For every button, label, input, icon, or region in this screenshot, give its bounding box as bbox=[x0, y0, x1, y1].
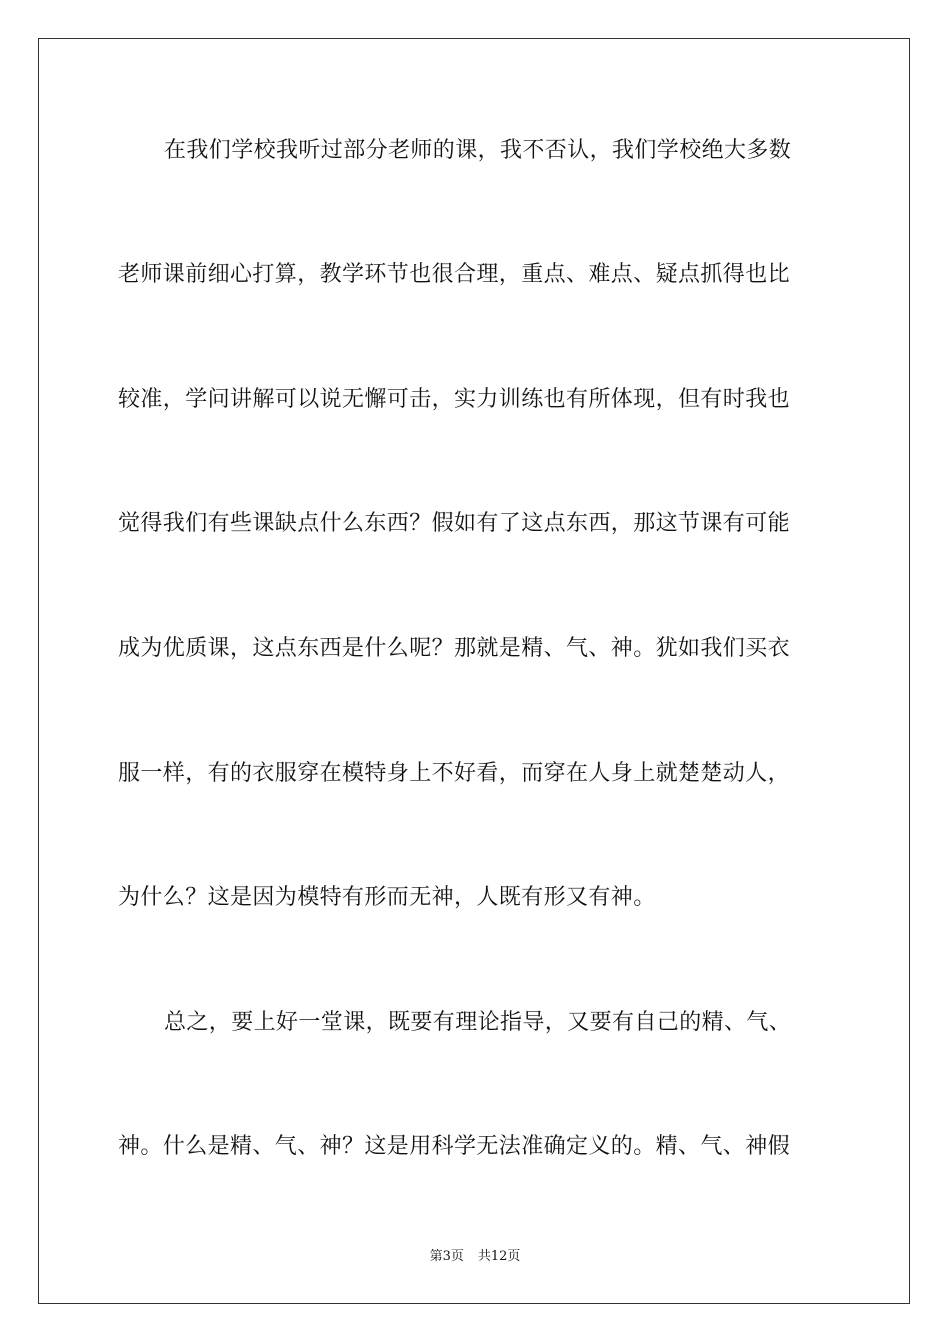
paragraph-1-line-7: 为什么？这是因为模特有形而无神，人既有形又有神。 bbox=[118, 885, 656, 910]
page-footer bbox=[0, 1248, 950, 1266]
paragraph-1-line-2: 老师课前细心打算，教学环节也很合理，重点、难点、疑点抓得也比 bbox=[118, 262, 791, 287]
paragraph-1-line-6: 服一样，有的衣服穿在模特身上不好看，而穿在人身上就楚楚动人， bbox=[118, 761, 791, 786]
paragraph-2-line-2: 神。什么是精、气、神？这是用科学无法准确定义的。精、气、神假 bbox=[118, 1134, 791, 1159]
paragraph-1-line-1: 在我们学校我听过部分老师的课，我不否认，我们学校绝大多数 bbox=[164, 138, 792, 163]
page-total: 共12页 bbox=[477, 1249, 521, 1264]
paragraph-1-line-4: 觉得我们有些课缺点什么东西？假如有了这点东西，那这节课有可能 bbox=[118, 511, 791, 536]
paragraph-1-line-3: 较准，学问讲解可以说无懈可击，实力训练也有所体现，但有时我也 bbox=[118, 387, 791, 412]
page-number: 第3页 bbox=[429, 1249, 464, 1264]
paragraph-1-line-5: 成为优质课，这点东西是什么呢？那就是精、气、神。犹如我们买衣 bbox=[118, 636, 791, 661]
paragraph-2-line-1: 总之，要上好一堂课，既要有理论指导，又要有自己的精、气、 bbox=[164, 1010, 792, 1035]
page-border bbox=[38, 38, 910, 1304]
